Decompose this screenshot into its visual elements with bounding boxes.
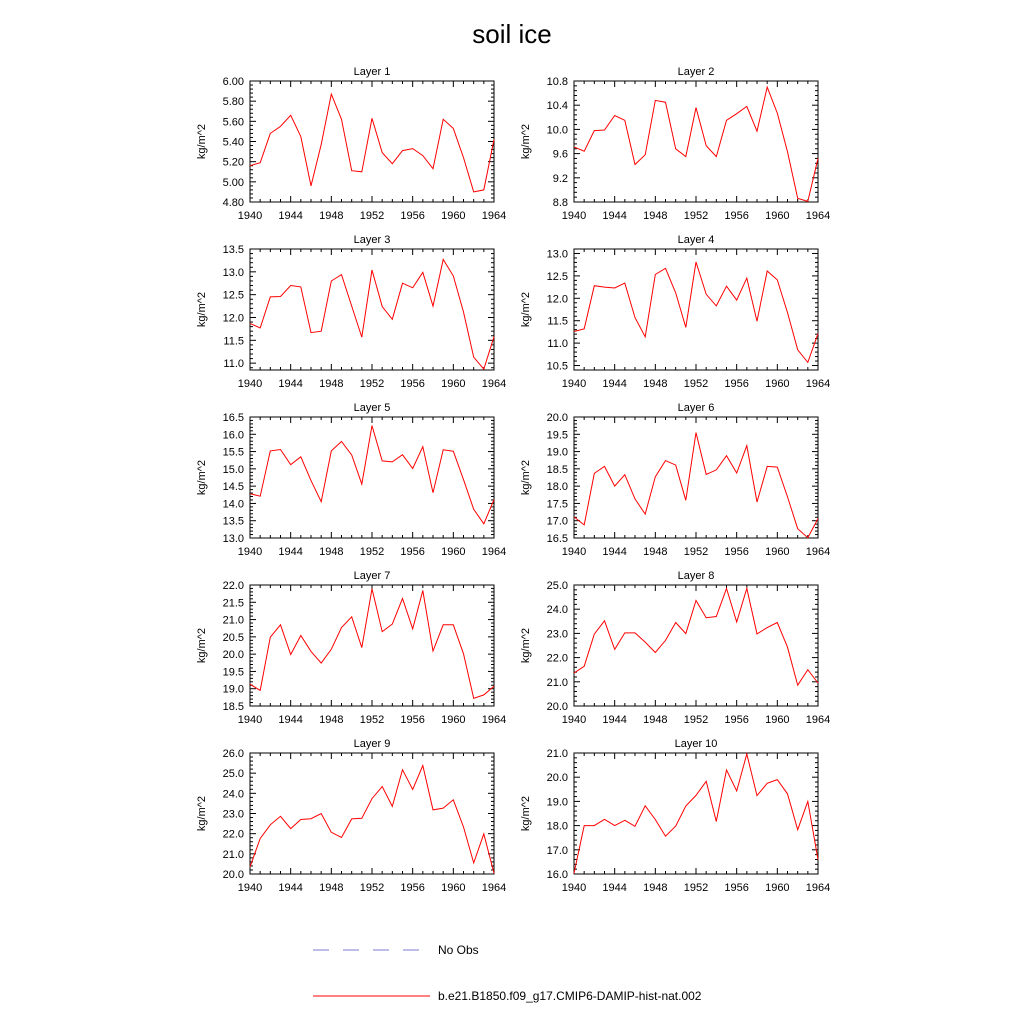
x-tick-label-layer-3: 1960 <box>441 378 466 390</box>
y-tick-label-layer-2: 10.8 <box>546 76 568 88</box>
y-tick-label-layer-6: 19.5 <box>546 429 568 442</box>
x-tick-label-layer-9: 1940 <box>237 882 263 894</box>
y-tick-label-layer-4: 11.5 <box>547 315 568 328</box>
x-tick-label-layer-8: 1940 <box>561 714 587 726</box>
y-axis-label-layer-1: kg/m^2 <box>196 123 208 160</box>
plot-frame-layer-3 <box>250 249 494 370</box>
x-tick-label-layer-2: 1944 <box>602 210 627 222</box>
x-tick-label-layer-9: 1956 <box>400 882 425 894</box>
x-tick-label-layer-7: 1940 <box>237 714 263 726</box>
y-tick-label-layer-9: 25.0 <box>222 768 244 781</box>
plot-frame-layer-5 <box>250 417 494 538</box>
y-tick-label-layer-5: 14.5 <box>222 481 244 494</box>
y-tick-label-layer-3: 12.5 <box>222 289 244 302</box>
y-tick-label-layer-7: 21.0 <box>222 614 244 627</box>
x-tick-label-layer-7: 1960 <box>441 714 466 726</box>
y-axis-label-layer-6: kg/m^2 <box>520 459 532 496</box>
panel-title-layer-5: Layer 5 <box>353 402 391 414</box>
x-tick-label-layer-10: 1956 <box>724 882 749 894</box>
series-line-layer-8 <box>574 588 818 685</box>
x-tick-label-layer-2: 1964 <box>805 210 831 222</box>
y-tick-label-layer-5: 15.5 <box>222 446 244 459</box>
y-tick-label-layer-10: 18.0 <box>546 820 568 833</box>
y-tick-label-layer-7: 20.5 <box>222 631 244 644</box>
x-tick-label-layer-8: 1948 <box>643 714 668 726</box>
y-tick-label-layer-9: 26.0 <box>222 748 244 760</box>
y-tick-label-layer-1: 5.00 <box>222 176 244 189</box>
x-tick-label-layer-1: 1960 <box>441 210 466 222</box>
panel-grid <box>196 66 830 894</box>
x-tick-label-layer-9: 1948 <box>319 882 344 894</box>
series-line-layer-4 <box>574 262 818 362</box>
y-tick-label-layer-7: 18.5 <box>222 701 244 713</box>
y-tick-label-layer-1: 5.40 <box>222 136 244 149</box>
y-tick-label-layer-6: 16.5 <box>546 533 568 545</box>
x-tick-label-layer-3: 1956 <box>400 378 425 390</box>
y-tick-label-layer-3: 11.0 <box>223 358 244 371</box>
x-tick-label-layer-10: 1952 <box>683 882 709 894</box>
x-tick-label-layer-8: 1952 <box>683 714 709 726</box>
x-tick-label-layer-7: 1956 <box>400 714 425 726</box>
y-tick-label-layer-5: 13.0 <box>222 533 244 545</box>
x-tick-label-layer-2: 1948 <box>643 210 668 222</box>
y-tick-label-layer-6: 19.0 <box>546 446 568 459</box>
x-tick-label-layer-1: 1952 <box>359 210 385 222</box>
x-tick-label-layer-7: 1952 <box>359 714 385 726</box>
y-axis-label-layer-5: kg/m^2 <box>196 459 208 496</box>
x-tick-label-layer-6: 1952 <box>683 546 709 558</box>
x-tick-label-layer-6: 1948 <box>643 546 668 558</box>
y-tick-label-layer-4: 10.5 <box>546 360 568 373</box>
y-tick-label-layer-9: 24.0 <box>222 788 244 801</box>
x-tick-label-layer-6: 1964 <box>805 546 831 558</box>
y-tick-label-layer-9: 20.0 <box>222 869 244 881</box>
y-tick-label-layer-5: 13.5 <box>222 515 244 528</box>
x-tick-label-layer-4: 1952 <box>683 378 709 390</box>
x-tick-label-layer-2: 1952 <box>683 210 709 222</box>
y-tick-label-layer-7: 19.5 <box>222 666 244 679</box>
panel-title-layer-9: Layer 9 <box>353 738 391 750</box>
x-tick-label-layer-3: 1948 <box>319 378 344 390</box>
legend-run-label: b.e21.B1850.f09_g17.CMIP6-DAMIP-hist-nat.002 <box>438 989 702 1003</box>
y-tick-label-layer-10: 19.0 <box>546 796 568 809</box>
y-tick-label-layer-5: 15.0 <box>222 463 244 476</box>
x-tick-label-layer-2: 1940 <box>561 210 587 222</box>
x-tick-label-layer-1: 1944 <box>278 210 303 222</box>
series-line-layer-3 <box>250 260 494 370</box>
x-tick-label-layer-10: 1948 <box>643 882 668 894</box>
x-tick-label-layer-6: 1956 <box>724 546 749 558</box>
x-tick-label-layer-1: 1948 <box>319 210 344 222</box>
x-tick-label-layer-9: 1952 <box>359 882 385 894</box>
x-tick-label-layer-6: 1960 <box>765 546 790 558</box>
y-tick-label-layer-7: 21.5 <box>222 597 244 610</box>
panel-layer-5 <box>196 402 506 558</box>
plot-frame-layer-4 <box>574 249 818 370</box>
y-axis-label-layer-3: kg/m^2 <box>196 291 208 328</box>
y-tick-label-layer-4: 13.0 <box>546 248 568 261</box>
y-tick-label-layer-10: 17.0 <box>546 844 568 857</box>
panel-title-layer-8: Layer 8 <box>677 570 715 582</box>
panel-layer-7 <box>196 570 506 726</box>
y-tick-label-layer-6: 18.5 <box>546 463 568 476</box>
y-tick-label-layer-1: 4.80 <box>222 197 244 209</box>
panel-layer-9 <box>196 738 506 894</box>
x-tick-label-layer-7: 1948 <box>319 714 344 726</box>
x-tick-label-layer-4: 1964 <box>805 378 831 390</box>
y-tick-label-layer-1: 5.60 <box>222 116 244 129</box>
plot-frame-layer-9 <box>250 753 494 874</box>
panel-layer-3 <box>196 234 506 390</box>
x-tick-label-layer-3: 1940 <box>237 378 263 390</box>
panel-title-layer-1: Layer 1 <box>353 66 391 78</box>
y-tick-label-layer-8: 21.0 <box>546 676 568 689</box>
y-axis-label-layer-9: kg/m^2 <box>196 795 208 832</box>
y-tick-label-layer-1: 5.20 <box>222 156 244 169</box>
x-tick-label-layer-3: 1964 <box>481 378 507 390</box>
series-line-layer-5 <box>250 426 494 524</box>
y-tick-label-layer-7: 19.0 <box>222 683 244 696</box>
y-tick-label-layer-10: 16.0 <box>546 869 568 881</box>
panel-layer-4 <box>520 234 830 390</box>
x-tick-label-layer-6: 1940 <box>561 546 587 558</box>
y-tick-label-layer-2: 10.0 <box>546 124 568 137</box>
x-tick-label-layer-4: 1940 <box>561 378 587 390</box>
x-tick-label-layer-5: 1956 <box>400 546 425 558</box>
x-tick-label-layer-9: 1944 <box>278 882 303 894</box>
figure-title: soil ice <box>472 19 552 49</box>
y-tick-label-layer-2: 10.4 <box>546 100 568 113</box>
x-tick-label-layer-1: 1956 <box>400 210 425 222</box>
panel-title-layer-2: Layer 2 <box>677 66 715 78</box>
panel-title-layer-4: Layer 4 <box>677 234 715 246</box>
y-tick-label-layer-3: 13.0 <box>222 266 244 279</box>
x-tick-label-layer-8: 1964 <box>805 714 831 726</box>
series-line-layer-9 <box>250 766 494 874</box>
y-tick-label-layer-3: 13.5 <box>222 244 244 256</box>
y-tick-label-layer-5: 16.5 <box>222 412 244 424</box>
y-tick-label-layer-10: 20.0 <box>546 772 568 785</box>
x-tick-label-layer-10: 1940 <box>561 882 587 894</box>
panel-layer-8 <box>520 570 830 726</box>
x-tick-label-layer-6: 1944 <box>602 546 627 558</box>
x-tick-label-layer-4: 1956 <box>724 378 749 390</box>
series-line-layer-2 <box>574 87 818 201</box>
y-tick-label-layer-9: 22.0 <box>222 828 244 841</box>
panel-title-layer-7: Layer 7 <box>353 570 391 582</box>
y-tick-label-layer-1: 6.00 <box>222 76 244 88</box>
y-tick-label-layer-3: 12.0 <box>222 312 244 325</box>
legend-no-obs-label: No Obs <box>438 943 479 957</box>
y-axis-label-layer-2: kg/m^2 <box>520 123 532 160</box>
x-tick-label-layer-8: 1956 <box>724 714 749 726</box>
x-tick-label-layer-1: 1940 <box>237 210 263 222</box>
y-tick-label-layer-4: 11.0 <box>547 338 568 351</box>
x-tick-label-layer-8: 1960 <box>765 714 790 726</box>
plot-frame-layer-8 <box>574 585 818 706</box>
panel-layer-1 <box>196 66 506 222</box>
y-axis-label-layer-8: kg/m^2 <box>520 627 532 664</box>
x-tick-label-layer-10: 1944 <box>602 882 627 894</box>
x-tick-label-layer-2: 1956 <box>724 210 749 222</box>
series-line-layer-7 <box>250 589 494 699</box>
x-tick-label-layer-4: 1960 <box>765 378 790 390</box>
x-tick-label-layer-2: 1960 <box>765 210 790 222</box>
panel-layer-10 <box>520 738 830 894</box>
y-tick-label-layer-9: 21.0 <box>222 848 244 861</box>
panel-layer-2 <box>520 66 830 222</box>
y-tick-label-layer-9: 23.0 <box>222 808 244 821</box>
plot-frame-layer-2 <box>574 81 818 202</box>
y-axis-label-layer-4: kg/m^2 <box>520 291 532 328</box>
x-tick-label-layer-10: 1964 <box>805 882 831 894</box>
plot-frame-layer-10 <box>574 753 818 874</box>
x-tick-label-layer-5: 1948 <box>319 546 344 558</box>
y-tick-label-layer-8: 20.0 <box>546 701 568 713</box>
x-tick-label-layer-5: 1964 <box>481 546 507 558</box>
x-tick-label-layer-10: 1960 <box>765 882 790 894</box>
y-tick-label-layer-6: 17.5 <box>546 498 568 511</box>
x-tick-label-layer-9: 1960 <box>441 882 466 894</box>
x-tick-label-layer-4: 1944 <box>602 378 627 390</box>
x-tick-label-layer-5: 1944 <box>278 546 303 558</box>
panel-title-layer-6: Layer 6 <box>677 402 715 414</box>
x-tick-label-layer-7: 1944 <box>278 714 303 726</box>
panel-layer-6 <box>520 402 830 558</box>
series-line-layer-6 <box>574 433 818 538</box>
y-tick-label-layer-2: 9.2 <box>552 172 568 185</box>
y-tick-label-layer-7: 20.0 <box>222 649 244 662</box>
x-tick-label-layer-8: 1944 <box>602 714 627 726</box>
x-tick-label-layer-5: 1940 <box>237 546 263 558</box>
y-tick-label-layer-4: 12.5 <box>546 270 568 283</box>
panel-title-layer-3: Layer 3 <box>353 234 391 246</box>
x-tick-label-layer-3: 1944 <box>278 378 303 390</box>
y-axis-label-layer-10: kg/m^2 <box>520 795 532 832</box>
y-tick-label-layer-1: 5.80 <box>222 96 244 109</box>
legend <box>313 943 702 1003</box>
panel-title-layer-10: Layer 10 <box>674 738 718 750</box>
y-tick-label-layer-8: 22.0 <box>546 652 568 665</box>
series-line-layer-1 <box>250 94 494 192</box>
y-tick-label-layer-4: 12.0 <box>546 293 568 306</box>
y-tick-label-layer-5: 16.0 <box>222 429 244 442</box>
x-tick-label-layer-1: 1964 <box>481 210 507 222</box>
y-tick-label-layer-5: 14.0 <box>222 498 244 511</box>
y-tick-label-layer-7: 22.0 <box>222 580 244 592</box>
x-tick-label-layer-3: 1952 <box>359 378 385 390</box>
y-tick-label-layer-6: 20.0 <box>546 412 568 424</box>
y-tick-label-layer-6: 17.0 <box>546 515 568 528</box>
x-tick-label-layer-5: 1952 <box>359 546 385 558</box>
x-tick-label-layer-5: 1960 <box>441 546 466 558</box>
y-tick-label-layer-3: 11.5 <box>223 335 244 348</box>
y-tick-label-layer-8: 24.0 <box>546 604 568 617</box>
x-tick-label-layer-4: 1948 <box>643 378 668 390</box>
plot-frame-layer-7 <box>250 585 494 706</box>
series-line-layer-10 <box>574 754 818 873</box>
y-tick-label-layer-8: 25.0 <box>546 580 568 592</box>
y-tick-label-layer-10: 21.0 <box>546 748 568 760</box>
x-tick-label-layer-9: 1964 <box>481 882 507 894</box>
y-axis-label-layer-7: kg/m^2 <box>196 627 208 664</box>
y-tick-label-layer-2: 8.8 <box>552 197 568 209</box>
y-tick-label-layer-8: 23.0 <box>546 628 568 641</box>
y-tick-label-layer-6: 18.0 <box>546 481 568 494</box>
x-tick-label-layer-7: 1964 <box>481 714 507 726</box>
y-tick-label-layer-2: 9.6 <box>552 148 568 161</box>
